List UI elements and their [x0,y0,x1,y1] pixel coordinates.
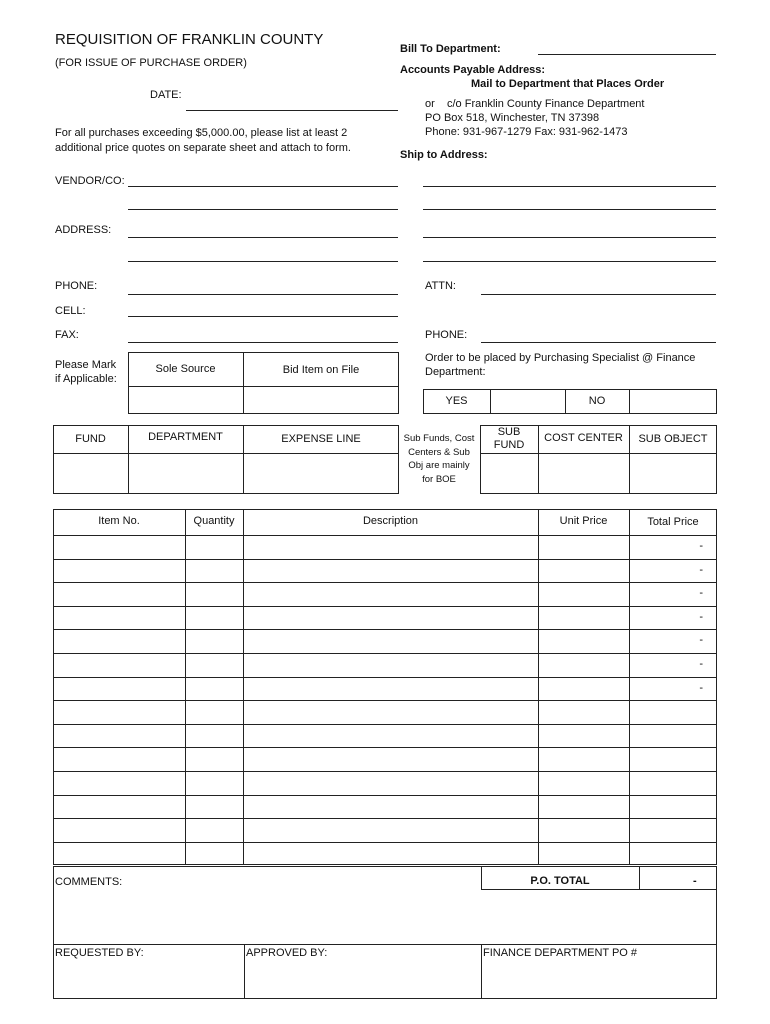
unit-price-cell[interactable] [540,773,627,793]
column-divider [538,509,539,865]
boe-note-4: for BOE [422,473,456,485]
column-divider [185,509,186,865]
description-cell[interactable] [245,726,536,746]
sub-fund-header [480,426,538,452]
attn-label: ATTN: [425,280,456,292]
quantity-cell[interactable] [187,797,241,817]
cell-field[interactable] [128,316,398,317]
total-price-value: - [699,563,703,576]
approved-by-field[interactable] [247,960,479,997]
ship-to-label: Ship to Address: [400,149,488,161]
unit-price-cell[interactable] [540,749,627,769]
date-label: DATE: [150,89,182,101]
description-cell[interactable] [245,608,536,628]
total-price-cell[interactable] [631,820,715,840]
description-cell[interactable] [245,631,536,651]
form-title: REQUISITION OF FRANKLIN COUNTY [55,31,324,48]
quantity-cell[interactable] [187,537,241,557]
unit-price-cell[interactable] [540,537,627,557]
row-divider [53,582,717,583]
unit-price-cell[interactable] [540,679,627,699]
quantity-cell[interactable] [187,608,241,628]
row-divider [53,724,717,725]
comments-field[interactable] [55,892,715,944]
row-divider [53,653,717,654]
row-divider [53,559,717,560]
item-no-cell[interactable] [55,797,183,817]
total-price-cell[interactable] [631,726,715,746]
total-price-cell[interactable] [631,679,715,699]
ap-label: Accounts Payable Address: [400,64,546,76]
quote-note-1: For all purchases exceeding $5,000.00, please list at least 2 [55,127,348,139]
requested-by-label: REQUESTED BY: [55,947,144,959]
approved-by-label: APPROVED BY: [246,947,328,959]
cost-center-header: COST CENTER [544,432,623,444]
column-divider [629,509,630,865]
quantity-cell[interactable] [187,749,241,769]
yes-checkbox[interactable] [492,391,564,412]
boe-note-3: Obj are mainly [408,460,470,471]
row-divider [53,606,717,607]
unit-price-cell[interactable] [540,820,627,840]
quantity-cell[interactable] [187,561,241,581]
item-no-cell[interactable] [55,655,183,675]
sub-object-field[interactable] [631,455,715,492]
total-price-value: - [699,610,703,623]
total-price-cell[interactable] [631,608,715,628]
item-no-cell[interactable] [55,726,183,746]
expense-line-header: EXPENSE LINE [281,433,361,445]
quantity-cell[interactable] [187,773,241,793]
date-field[interactable] [186,110,398,111]
column-header-unit-price: Unit Price [559,515,608,527]
quantity-cell[interactable] [187,726,241,746]
please-mark-label-2: if Applicable: [55,373,117,385]
total-price-cell[interactable] [631,797,715,817]
boe-note-1: Sub Funds, Cost [403,433,475,444]
quantity-cell[interactable] [187,631,241,651]
expense-line-field[interactable] [245,455,397,492]
no-checkbox[interactable] [631,391,715,412]
order-note-1: Order to be placed by Purchasing Specialist @ Finance [425,352,696,364]
bill-to-field[interactable] [538,54,716,55]
quantity-cell[interactable] [187,679,241,699]
item-no-cell[interactable] [55,561,183,581]
ship-to-field-1[interactable] [423,186,716,187]
total-price-cell[interactable] [631,773,715,793]
item-no-cell[interactable] [55,631,183,651]
sub-fund-header-2: FUND [493,439,525,451]
boe-note-2: Centers & Sub [408,446,470,458]
unit-price-cell[interactable] [540,844,627,864]
item-no-cell[interactable] [55,773,183,793]
row-divider [53,677,717,678]
po-total-label: P.O. TOTAL [530,875,590,887]
ship-to-field-4[interactable] [423,261,716,262]
total-price-value: - [699,681,703,694]
address-label: ADDRESS: [55,224,112,236]
total-price-cell[interactable] [631,655,715,675]
item-no-cell[interactable] [55,679,183,699]
ship-to-field-2[interactable] [423,209,716,210]
column-divider [243,509,244,865]
address-field[interactable] [128,237,398,238]
total-price-cell[interactable] [631,584,715,604]
order-note-2: Department: [425,366,486,378]
unit-price-cell[interactable] [540,726,627,746]
fax-field[interactable] [128,342,398,343]
department-header: DEPARTMENT [148,431,223,443]
row-divider [53,842,717,843]
total-price-value: - [699,658,703,670]
finance-po-field[interactable] [484,960,715,997]
cell-label: CELL: [55,305,86,317]
mail-to-text: Mail to Department that Places Order [471,78,665,90]
yes-label: YES [445,395,468,407]
sub-object-header: SUB OBJECT [638,433,708,445]
unit-price-cell[interactable] [540,608,627,628]
total-price-value: - [699,540,703,552]
total-price-cell[interactable] [631,537,715,557]
row-divider [53,771,717,772]
row-divider [53,535,717,536]
please-mark-label-1: Please Mark [55,359,117,371]
row-divider [53,818,717,819]
description-cell[interactable] [245,749,536,769]
row-divider [53,795,717,796]
attn-field[interactable] [481,294,716,295]
column-header-total-price: Total Price [647,516,699,528]
department-field[interactable] [130,455,242,492]
requested-by-field[interactable] [55,960,242,997]
sole-source-header: Sole Source [155,363,216,375]
description-cell[interactable] [245,820,536,840]
item-no-cell[interactable] [55,749,183,769]
description-cell[interactable] [245,655,536,675]
quantity-cell[interactable] [187,584,241,604]
vendor-label: VENDOR/CO: [55,175,125,187]
sub-fund-field[interactable] [482,455,537,492]
description-cell[interactable] [245,773,536,793]
ap-address-3: Phone: 931-967-1279 Fax: 931-962-1473 [425,126,628,138]
sole-source-checkbox[interactable] [130,388,242,412]
unit-price-cell[interactable] [540,797,627,817]
description-cell[interactable] [245,537,536,557]
row-divider [53,700,717,701]
phone-field[interactable] [128,294,398,295]
quantity-cell[interactable] [187,702,241,722]
unit-price-cell[interactable] [540,702,627,722]
description-cell[interactable] [245,679,536,699]
row-divider [53,629,717,630]
unit-price-cell[interactable] [540,631,627,651]
ap-address-1: or c/o Franklin County Finance Department [425,98,645,110]
ap-address-2: PO Box 518, Winchester, TN 37398 [425,112,600,124]
cost-center-field[interactable] [540,455,628,492]
total-price-value: - [699,587,703,600]
description-cell[interactable] [245,797,536,817]
total-price-cell[interactable] [631,631,715,651]
quantity-cell[interactable] [187,655,241,675]
quantity-cell[interactable] [187,820,241,840]
item-no-cell[interactable] [55,537,183,557]
no-label: NO [588,395,606,407]
total-price-cell[interactable] [631,749,715,769]
boe-note [398,432,480,486]
bid-item-checkbox[interactable] [245,388,397,412]
quote-note-2: additional price quotes on separate sheet and attach to form. [55,142,351,154]
phone2-label: PHONE: [425,329,468,341]
description-cell[interactable] [245,584,536,604]
form-subtitle: (FOR ISSUE OF PURCHASE ORDER) [55,57,247,69]
phone2-field[interactable] [481,342,716,343]
fund-header: FUND [75,433,106,445]
quantity-cell[interactable] [187,844,241,864]
item-no-cell[interactable] [55,608,183,628]
fax-label: FAX: [55,329,79,341]
address-field-2[interactable] [128,261,398,262]
bill-to-label: Bill To Department: [400,43,501,55]
row-divider [53,747,717,748]
ship-to-field-3[interactable] [423,237,716,238]
unit-price-cell[interactable] [540,561,627,581]
total-price-cell[interactable] [631,844,715,864]
bid-item-header: Bid Item on File [282,364,360,376]
fund-field[interactable] [55,455,127,492]
description-cell[interactable] [245,702,536,722]
item-no-cell[interactable] [55,820,183,840]
unit-price-cell[interactable] [540,584,627,604]
vendor-field-2[interactable] [128,209,398,210]
description-cell[interactable] [245,844,536,864]
item-no-cell[interactable] [55,584,183,604]
column-header-item-no: Item No. [98,515,140,527]
item-no-cell[interactable] [55,844,183,864]
description-cell[interactable] [245,561,536,581]
vendor-field[interactable] [128,186,398,187]
phone-label: PHONE: [55,280,98,292]
finance-po-label: FINANCE DEPARTMENT PO # [483,947,638,959]
column-header-description: Description [362,515,419,527]
total-price-value: - [699,634,703,647]
comments-label: COMMENTS: [55,876,123,888]
total-price-cell[interactable] [631,702,715,722]
po-total-value: - [693,875,697,887]
column-header-quantity: Quantity [193,515,235,527]
sub-fund-header-1: SUB [497,426,521,438]
total-price-cell[interactable] [631,561,715,581]
item-no-cell[interactable] [55,702,183,722]
unit-price-cell[interactable] [540,655,627,675]
